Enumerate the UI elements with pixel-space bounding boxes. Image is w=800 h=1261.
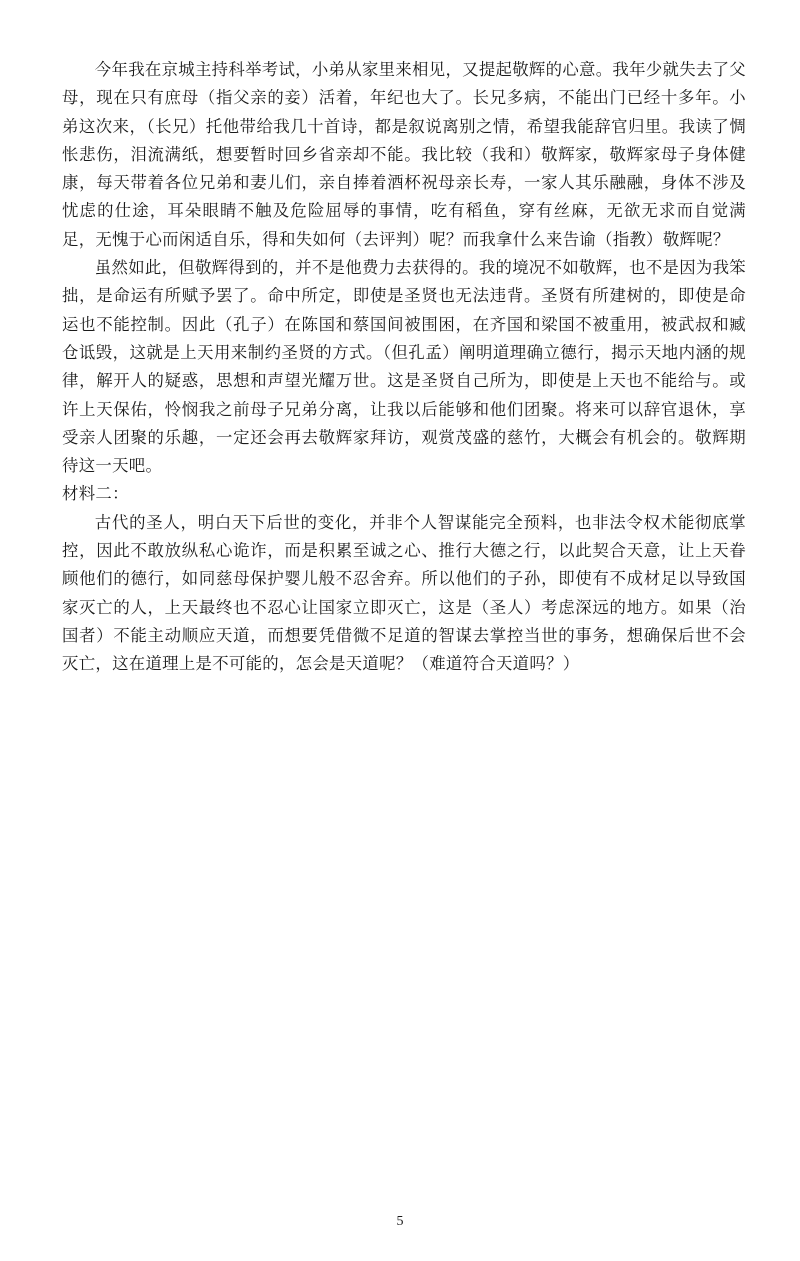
section-label-material-two: 材料二： bbox=[62, 484, 129, 504]
paragraph-2: 虽然如此，但敬辉得到的，并不是他费力去获得的。我的境况不如敬辉，也不是因为我笨拙，是命运有所赋予罢了。命中所定，即使是圣贤也无法违背。圣贤有所建树的，即使是命运也不能控制。因此（孔子）在陈国和蔡国间被围困，在齐国和梁国不被重用，被武叔和臧仓诋毁，这就是上天用来制约圣贤的方式。（但孔孟）阐明道理确立德行，揭示天地内涵的规律，解开人的疑惑，思想和声望光耀万世。这是圣贤自己所为，即使是上天也不能给与。或许上天保佑，怜悯我之前母子兄弟分离，让我以后能够和他们团聚。将来可以辞官退休，享受亲人团聚的乐趣，一定还会再去敬辉家拜访，观赏茂盛的慈竹，大概会有机会的。敬辉期待这一天吧。 bbox=[62, 258, 746, 476]
page-number: 5 bbox=[396, 1214, 404, 1229]
paragraph-1: 今年我在京城主持科举考试，小弟从家里来相见，又提起敬辉的心意。我年少就失去了父母，现在只有庶母（指父亲的妾）活着，年纪也大了。长兄多病，不能出门已经十多年。小弟这次来，（长兄）托他带给我几十首诗，都是叙说离别之情，希望我能辞官归里。我读了惆怅悲伤，泪流满纸，想要暂时回乡省亲却不能。我比较（我和）敬辉家，敬辉家母子身体健康，每天带着各位兄弟和妻儿们，亲自捧着酒杯祝母亲长寿，一家人其乐融融，身体不涉及忧虑的仕途，耳朵眼睛不触及危险屈辱的事情，吃有稻鱼，穿有丝麻，无欲无求而自觉满足，无愧于心而闲适自乐，得和失如何（去评判）呢？而我拿什么来告谕（指教）敬辉呢？ bbox=[62, 60, 746, 249]
paragraph-3: 古代的圣人，明白天下后世的变化，并非个人智谋能完全预料，也非法令权术能彻底掌控，因此不敢放纵私心诡诈，而是积累至诚之心、推行大德之行，以此契合天意，让上天眷顾他们的德行，如同慈母保护婴儿般不忍舍弃。所以他们的子孙，即使有不成材足以导致国家灭亡的人，上天最终也不忍心让国家立即灭亡，这是（圣人）考虑深远的地方。如果（治国者）不能主动顺应天道，而想要凭借微不足道的智谋去掌控当世的事务，想确保后世不会灭亡，这在道理上是不可能的，怎会是天道呢？（难道符合天道吗？） bbox=[62, 512, 746, 674]
document-body bbox=[62, 56, 746, 679]
